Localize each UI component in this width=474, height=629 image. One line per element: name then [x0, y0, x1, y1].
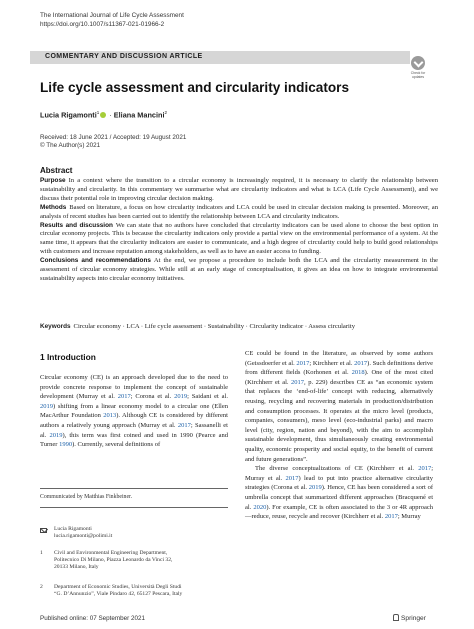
abstract-conclusions: Conclusions and recommendations At the end, we propose a procedure to include both the LCA and the circularity measurement in the assessment of circular economy strategies. While still at an early stage of conceptualisation, it gives an idea on how to integrate environmental sustainability aspects into circular economy initiatives. [40, 257, 438, 282]
abstract-body [40, 177, 438, 284]
article-title: Life cycle assessment and circularity indicators [40, 80, 350, 95]
author-name[interactable]: Lucia Rigamonti [40, 110, 97, 120]
copyright-notice: © The Author(s) 2021 [40, 142, 101, 150]
keywords [40, 323, 355, 330]
journal-name: The International Journal of Life Cycle Assessment [40, 12, 184, 19]
contact-name: Lucia Rigamonti [54, 526, 92, 532]
doi-link[interactable]: https://doi.org/10.1007/s11367-021-01966-2 [40, 21, 165, 28]
abstract-heading: Abstract [40, 166, 73, 175]
author-list [40, 110, 167, 119]
article-dates [40, 134, 186, 151]
affiliation-2: Department of Economic Studies, Università Degli Studi “G. D’Annunzio”, Viale Pindaro 42, 65127 Pescara, Italy [54, 584, 183, 598]
citation-link[interactable]: 2017 [177, 421, 191, 429]
body-column-left [40, 373, 228, 450]
check-updates-icon [411, 56, 425, 70]
abstract-purpose: Purpose In a context where the transition to a circular economy is increasingly required, it is necessary to clarify the relationship between sustainability and circularity. In this commentary we summarise what are circularity indicators and what is LCA (Life Cycle Assessment), and we discuss their potential role in improving circular decision making. [40, 177, 438, 202]
citation-link[interactable]: 2017 [354, 359, 368, 367]
author-affiliation-marker: 2 [164, 110, 167, 115]
abstract-methods: Methods Based on literature, a focus on how circularity indicators and LCA could be used in circular decision making is presented. Moreover, an analysis of recent studies has been carried out to identify the relationship between LCA and circularity indicators. [40, 203, 438, 220]
check-for-updates-badge[interactable] [404, 56, 432, 80]
footnote-divider [40, 507, 228, 508]
journal-header [40, 11, 184, 29]
affiliation-1: Civil and Environmental Engineering Department, Politecnico Di Milano, Piazza Leonardo da Vinci 32, 20133 Milano, Italy [54, 550, 173, 571]
body-column-right [245, 349, 433, 522]
body-paragraph: CE could be found in the literature, as observed by some authors (Geissdoerfer et al. 2017; Kirchherr et al. 2017). Such definitions derive from different fields (Korhonen et al. 2018). One of the most cited (Kirchherr et al. 2017, p. 229) describes CE as “an economic system that replaces the ‘end-of-life’ concept with reducing, alternatively reusing, recycling and recovering materials in production/distribution and consumption processes. It operates at the micro level (products, companies, consumers), meso level (eco-industrial parks) and macro level (city, region, nation and beyond), with the aim to accomplish sustainable development, thus simultaneously creating environmental quality, economic prosperity and social equity, to the benefit of current and future generations”. [245, 350, 434, 463]
citation-link[interactable]: 2017 [285, 474, 299, 482]
published-online-date: Published online: 07 September 2021 [40, 615, 146, 622]
author-affiliation-marker: 1 [96, 110, 100, 115]
body-paragraph: The diverse conceptualizations of CE (Kirchherr et al. 2017; Murray et al. 2017) lead to put into practice alternative circularity strategies (Corona et al. 2019). Hence, CE has been considered a sort of umbrella concept that summarized different approaches (Bracquené et al. 2020). For example, CE is often associated to the 3 or 4R approach—reduce, reuse, recycle and recover (Kirchherr et al. 2017; Murray [245, 465, 433, 521]
keywords-label: Keywords [40, 323, 71, 330]
citation-link[interactable]: 2019 [40, 402, 53, 410]
section-heading-introduction: 1 Introduction [40, 352, 96, 362]
publisher-logo: Springer [393, 614, 426, 622]
author-separator: · [107, 110, 114, 120]
contact-email[interactable]: lucia.rigamonti@polimi.it [54, 533, 113, 540]
citation-link[interactable]: 1990 [59, 441, 73, 449]
citation-link[interactable]: 2017 [418, 465, 432, 473]
citation-link[interactable]: 2017 [384, 513, 398, 521]
citation-link[interactable]: 2013 [103, 412, 117, 420]
springer-horse-icon [393, 614, 399, 621]
citation-link[interactable]: 2020 [253, 503, 267, 511]
citation-link[interactable]: 2019 [49, 431, 63, 439]
body-paragraph: Circular economy (CE) is an approach developed due to the need to provide concrete response to implement the concept of sustainable development (Murray et al. 2017; Corona et al. 2019; Saidani et al. 2019) shifting from a linear economy model to a circular one (Ellen MacArthur Foundation 2013). Although CE is considered by different authors a relatively young approach (Murray et al. 2017; Sassanelli et al. 2019), this term was first coined and used in 1990 (Pearce and Turner 1990). Currently, several definitions of [40, 374, 228, 449]
footnote-divider [40, 488, 228, 489]
article-type-label: COMMENTARY AND DISCUSSION ARTICLE [45, 53, 203, 60]
envelope-icon [40, 528, 47, 533]
citation-link[interactable]: 2017 [296, 359, 310, 367]
citation-link[interactable]: 2019 [308, 484, 322, 492]
corresponding-author [54, 526, 112, 540]
check-updates-text: Check for updates [410, 71, 426, 79]
affiliation-number: 1 [40, 550, 43, 556]
abstract-results: Results and discussion We can state that no authors have concluded that circularity indicators can be used alone to choose the best option in circular economy projects. This is because the circularity indicators only provide a partial view on the environmental performance of a system. At the same time, it appears that the circularity indicators are easier to communicate, and a high degree of circularity could help to build good relationships with customers and increase reputation among stakeholders, as well as to have an easier access to funding. [40, 221, 438, 256]
received-accepted-dates: Received: 18 June 2021 / Accepted: 19 August 2021 [40, 134, 187, 141]
keywords-list: Circular economy · LCA · Life cycle assessment · Sustainability · Circularity indicator · Assess circularity [73, 323, 355, 330]
citation-link[interactable]: 2018 [351, 369, 365, 377]
citation-link[interactable]: 2017 [291, 378, 305, 386]
communicated-by: Communicated by Matthias Finkbeiner. [40, 494, 133, 500]
citation-link[interactable]: 2019 [174, 393, 188, 401]
author-name[interactable]: Eliana Mancini [113, 110, 165, 120]
orcid-icon[interactable] [100, 112, 106, 118]
affiliation-number: 2 [40, 584, 43, 590]
citation-link[interactable]: 2017 [117, 393, 131, 401]
